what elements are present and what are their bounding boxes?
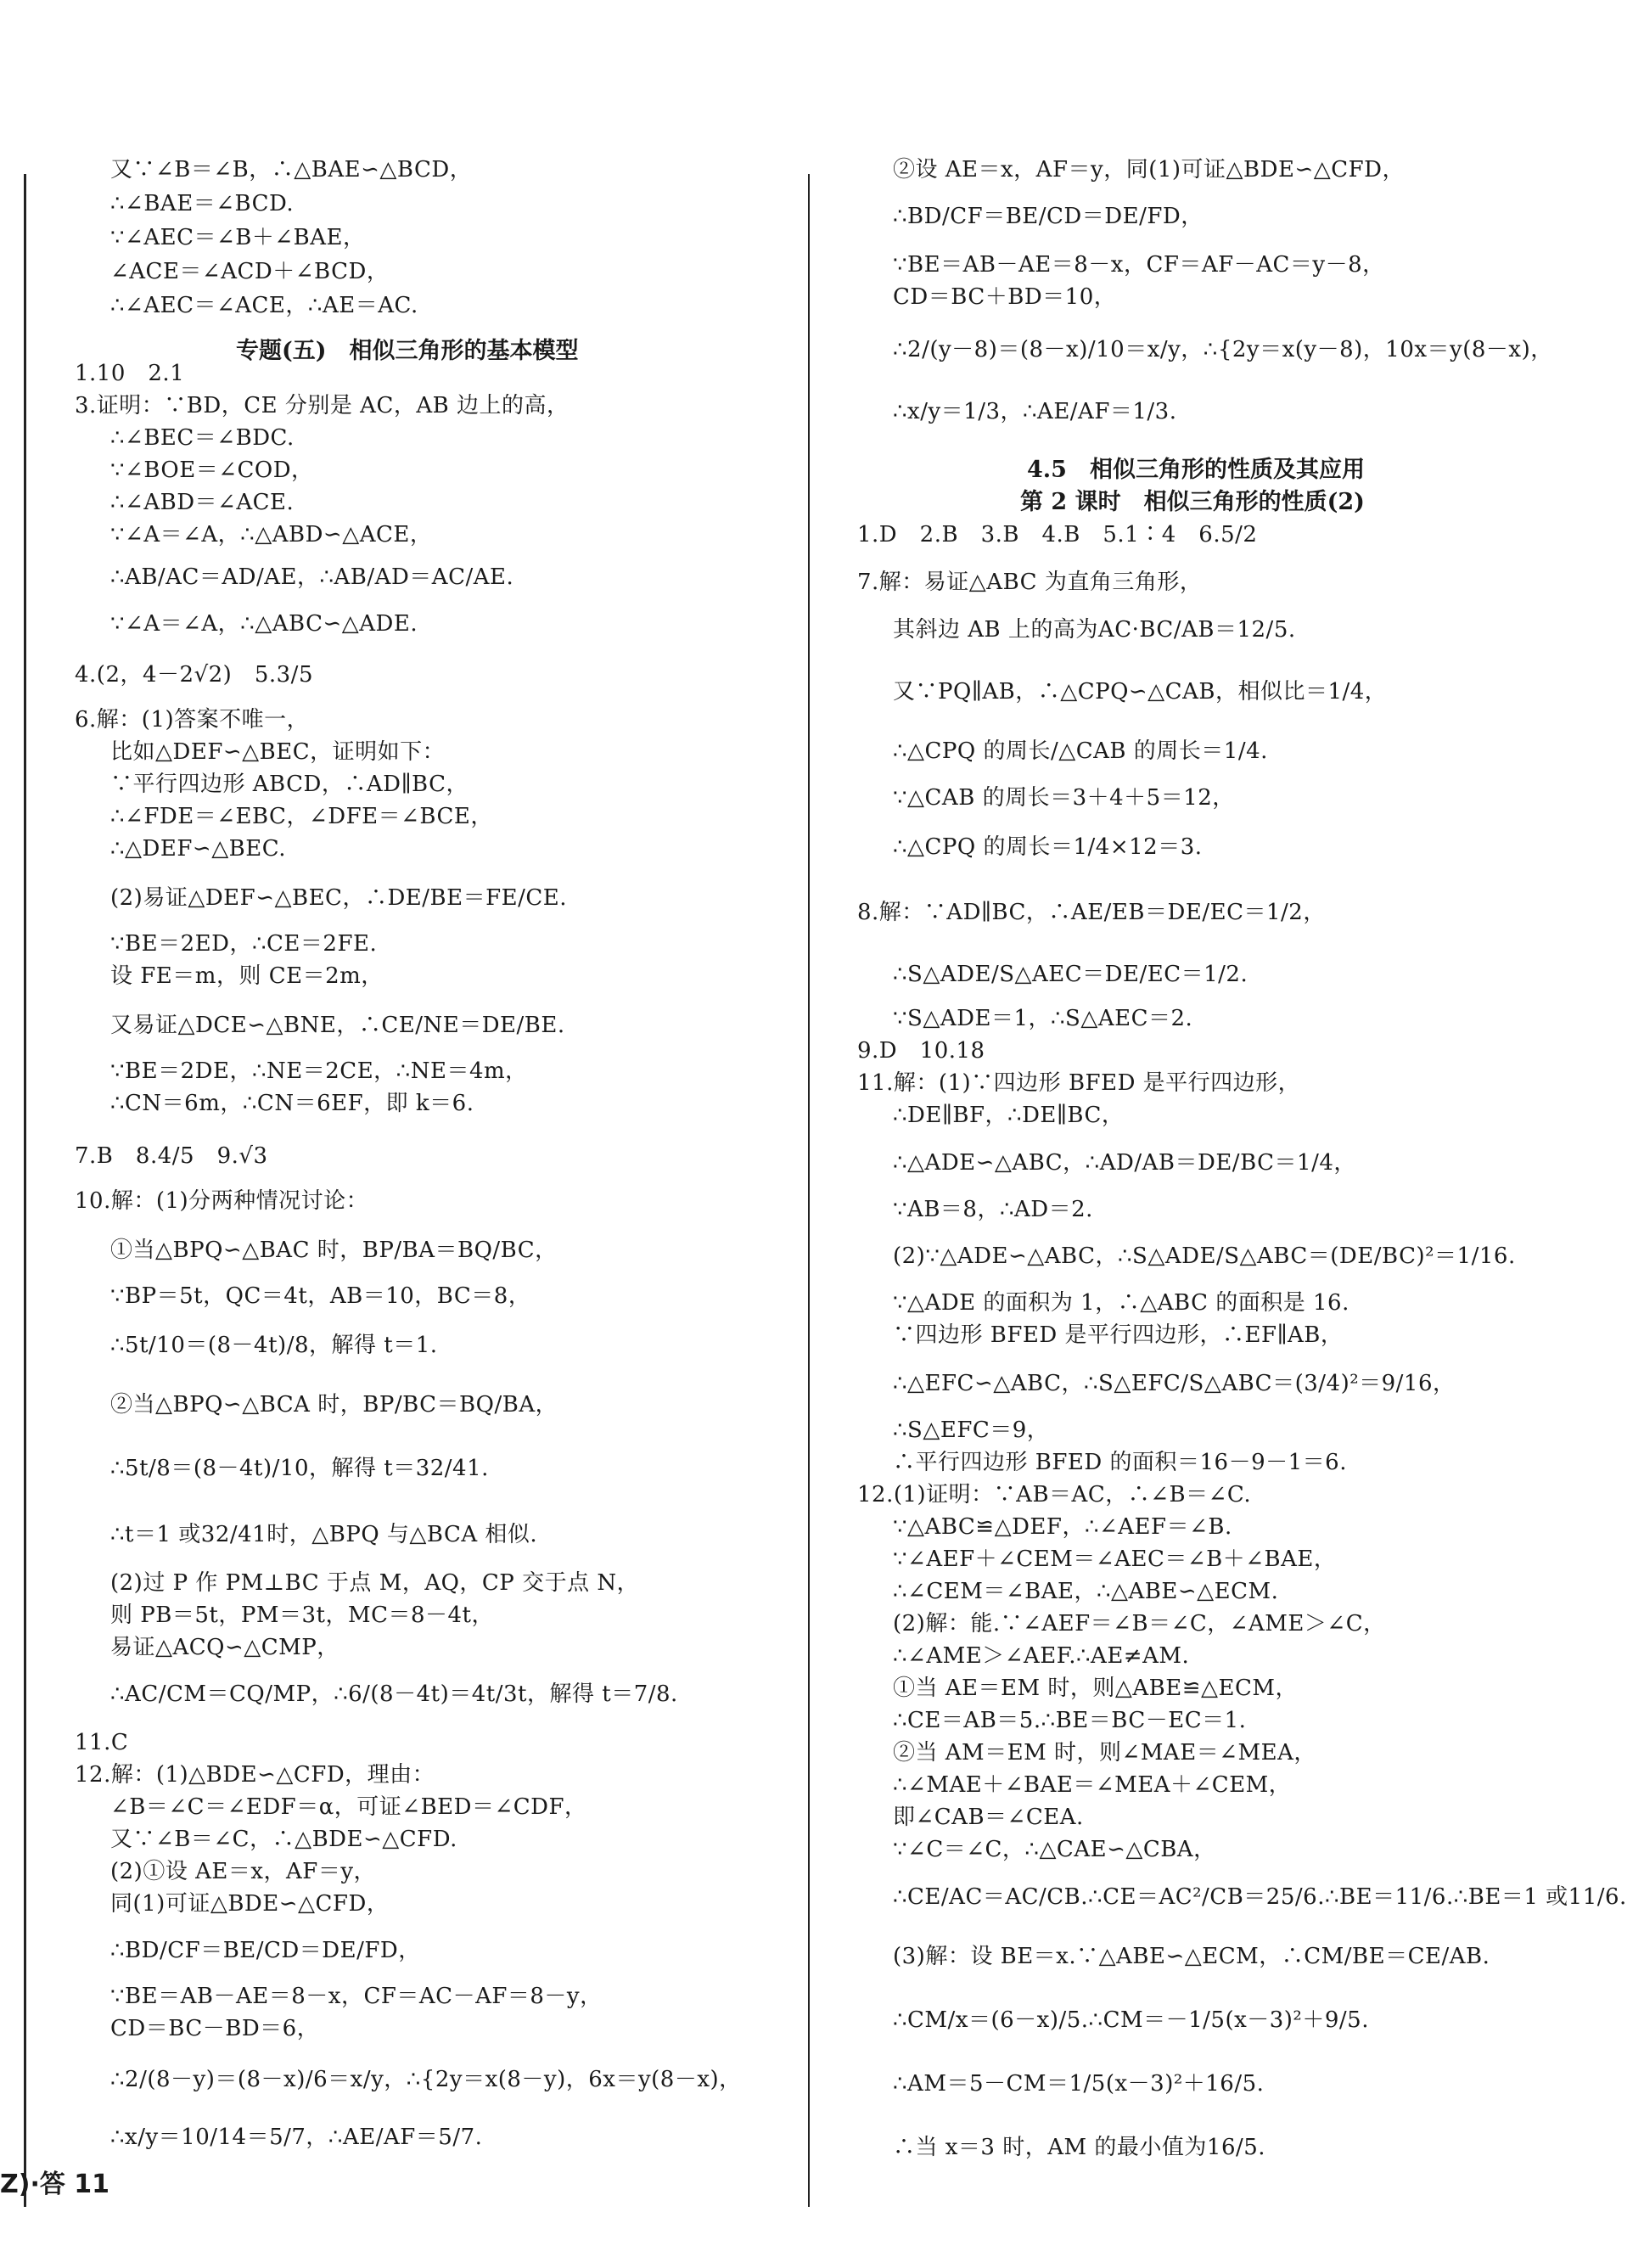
answer-line: ∴S△ADE/S△AEC＝DE/EC＝1/2.	[893, 962, 1248, 987]
answer-line: 比如△DEF∽△BEC，证明如下：	[110, 739, 446, 765]
answer-line: ∵BE＝2ED，∴CE＝2FE.	[110, 931, 378, 957]
page-footer: Z)·答 11	[0, 2170, 110, 2199]
section-heading: 专题(五) 相似三角形的基本模型	[236, 338, 579, 364]
answer-line: 7.解：易证△ABC 为直角三角形，	[857, 570, 1203, 595]
column-divider	[808, 174, 810, 2207]
answer-line: ∵∠AEF＋∠CEM＝∠AEC＝∠B＋∠BAE，	[893, 1547, 1337, 1572]
answer-line: 又∵PQ∥AB，∴△CPQ∽△CAB，相似比＝1/4，	[893, 679, 1388, 705]
answer-line: ∴5t/10＝(8－4t)/8，解得 t＝1.	[110, 1333, 438, 1358]
answer-line: 8.解：∵AD∥BC，∴AE/EB＝DE/EC＝1/2，	[857, 900, 1326, 925]
answer-line: ∴∠MAE＋∠BAE＝∠MEA＋∠CEM，	[893, 1772, 1292, 1798]
answer-line: (2)∵△ADE∽△ABC，∴S△ADE/S△ABC＝(DE/BC)²＝1/16.	[893, 1243, 1516, 1269]
answer-line: ∵∠A＝∠A，∴△ABC∽△ADE.	[110, 611, 418, 637]
answer-line: ∵∠A＝∠A，∴△ABD∽△ACE，	[110, 522, 433, 547]
answer-line: 10.解：(1)分两种情况讨论：	[75, 1188, 369, 1214]
answer-line: (2)①设 AE＝x，AF＝y，	[110, 1859, 377, 1884]
answer-line: ∴∠ABD＝∠ACE.	[110, 490, 295, 515]
answer-line: ∴AM＝5－CM＝1/5(x－3)²＋16/5.	[893, 2071, 1265, 2097]
answer-line: 设 FE＝m，则 CE＝2m，	[110, 963, 384, 989]
answer-line: ∵∠BOE＝∠COD，	[110, 458, 314, 483]
answer-line: ∴2/(8－y)＝(8－x)/6＝x/y，∴{2y＝x(8－y)，6x＝y(8－x)，	[110, 2067, 742, 2092]
answer-line: 4.(2，4－2√2) 5.3/5	[75, 662, 313, 688]
answer-line: ∴当 x＝3 时，AM 的最小值为16/5.	[893, 2135, 1266, 2160]
answer-line: ∴△ADE∽△ABC，∴AD/AB＝DE/BC＝1/4，	[893, 1150, 1356, 1176]
answer-line: ∵△ADE 的面积为 1，∴△ABC 的面积是 16.	[893, 1290, 1349, 1316]
answer-line: ∴2/(y－8)＝(8－x)/10＝x/y，∴{2y＝x(y－8)，10x＝y(8－x)，	[893, 337, 1553, 362]
answer-line: ∴AB/AC＝AD/AE，∴AB/AD＝AC/AE.	[110, 564, 514, 590]
answer-line: ∴DE∥BF，∴DE∥BC，	[893, 1103, 1125, 1128]
answer-line: ∵∠AEC＝∠B＋∠BAE，	[110, 225, 366, 250]
answer-line: ∴BD/CF＝BE/CD＝DE/FD，	[110, 1938, 421, 1963]
answer-line: 12.(1)证明：∵AB＝AC，∴∠B＝∠C.	[857, 1482, 1252, 1507]
left-margin-rule	[24, 174, 26, 2207]
answer-line: 又∵∠B＝∠C，∴△BDE∽△CFD.	[110, 1827, 457, 1852]
answer-line: ∵BE＝AB－AE＝8－x，CF＝AC－AF＝8－y，	[110, 1984, 603, 2009]
answer-line: (2)解：能.∵∠AEF＝∠B＝∠C，∠AME＞∠C，	[893, 1611, 1386, 1636]
answer-line: ∴∠AEC＝∠ACE，∴AE＝AC.	[110, 293, 418, 318]
answer-line: ①当△BPQ∽△BAC 时，BP/BA＝BQ/BC，	[110, 1238, 558, 1263]
answer-line: ∴∠AME＞∠AEF.∴AE≠AM.	[893, 1643, 1190, 1669]
answer-line: ∵BE＝AB－AE＝8－x，CF＝AF－AC＝y－8，	[893, 252, 1385, 278]
answer-line: ∴△CPQ 的周长＝1/4×12＝3.	[893, 834, 1203, 860]
answer-line: CD＝BC－BD＝6，	[110, 2016, 320, 2041]
answer-line: ∴△EFC∽△ABC，∴S△EFC/S△ABC＝(3/4)²＝9/16，	[893, 1371, 1456, 1396]
answer-line: ∴∠FDE＝∠EBC，∠DFE＝∠BCE，	[110, 804, 493, 829]
section-heading-lesson: 4.5 相似三角形的性质及其应用	[1027, 457, 1365, 483]
answer-line: 1.10 2.1	[75, 361, 185, 386]
answer-line: ∵∠C＝∠C，∴△CAE∽△CBA，	[893, 1837, 1216, 1862]
answer-line: ∠B＝∠C＝∠EDF＝α，可证∠BED＝∠CDF，	[110, 1794, 587, 1820]
answer-line: 9.D 10.18	[857, 1038, 985, 1064]
answer-line: ∴x/y＝10/14＝5/7，∴AE/AF＝5/7.	[110, 2125, 483, 2150]
answer-line: ①当 AE＝EM 时，则△ABE≌△ECM，	[893, 1676, 1299, 1701]
answer-line: ②当 AM＝EM 时，则∠MAE＝∠MEA，	[893, 1740, 1316, 1766]
answer-line: ∴△CPQ 的周长/△CAB 的周长＝1/4.	[893, 738, 1268, 764]
answer-line: ∴∠CEM＝∠BAE，∴△ABE∽△ECM.	[893, 1579, 1279, 1604]
answer-line: (2)过 P 作 PM⊥BC 于点 M，AQ，CP 交于点 N，	[110, 1570, 640, 1596]
answer-line: 11.C	[75, 1730, 129, 1755]
answer-line: ∴S△EFC＝9，	[893, 1418, 1050, 1443]
answer-line: ∴平行四边形 BFED 的面积＝16－9－1＝6.	[893, 1450, 1347, 1475]
answer-line: 同(1)可证△BDE∽△CFD，	[110, 1891, 390, 1917]
answer-line: 6.解：(1)答案不唯一，	[75, 707, 310, 733]
answer-line: 12.解：(1)△BDE∽△CFD，理由：	[75, 1762, 435, 1788]
answer-line: ∴CE/AC＝AC/CB.∴CE＝AC²/CB＝25/6.∴BE＝11/6.∴BE＝1 或11/6.	[893, 1884, 1627, 1910]
answer-line: ∴BD/CF＝BE/CD＝DE/FD，	[893, 204, 1204, 229]
answer-line: ∵AB＝8，∴AD＝2.	[893, 1197, 1093, 1222]
answer-line: 则 PB＝5t，PM＝3t，MC＝8－4t，	[110, 1603, 495, 1628]
answer-line: ∴t＝1 或32/41时，△BPQ 与△BCA 相似.	[110, 1522, 538, 1547]
answer-line: ∴5t/8＝(8－4t)/10，解得 t＝32/41.	[110, 1456, 489, 1481]
answer-line: ∵四边形 BFED 是平行四边形，∴EF∥AB，	[893, 1322, 1344, 1348]
answer-line: 11.解：(1)∵四边形 BFED 是平行四边形，	[857, 1070, 1301, 1096]
answer-line: ②当△BPQ∽△BCA 时，BP/BC＝BQ/BA，	[110, 1392, 558, 1418]
answer-line: ∴AC/CM＝CQ/MP，∴6/(8－4t)＝4t/3t，解得 t＝7/8.	[110, 1681, 678, 1707]
answer-line: 其斜边 AB 上的高为AC·BC/AB＝12/5.	[893, 617, 1296, 643]
answer-line: 又易证△DCE∽△BNE，∴CE/NE＝DE/BE.	[110, 1013, 565, 1038]
answer-line: CD＝BC＋BD＝10，	[893, 284, 1117, 310]
answer-line: ∴∠BAE＝∠BCD.	[110, 191, 295, 216]
answer-line: (2)易证△DEF∽△BEC，∴DE/BE＝FE/CE.	[110, 885, 568, 911]
answer-line: ∵平行四边形 ABCD，∴AD∥BC，	[110, 772, 469, 797]
answer-line: ∵△CAB 的周长＝3＋4＋5＝12，	[893, 785, 1235, 811]
answer-line: ∴CM/x＝(6－x)/5.∴CM＝－1/5(x－3)²＋9/5.	[893, 2007, 1369, 2033]
answer-line: ∵BE＝2DE，∴NE＝2CE，∴NE＝4m，	[110, 1058, 528, 1084]
answer-line: ∴△DEF∽△BEC.	[110, 836, 286, 862]
answer-line: ∴∠BEC＝∠BDC.	[110, 425, 295, 451]
answer-line: 7.B 8.4/5 9.√3	[75, 1143, 268, 1169]
answer-line: ∵S△ADE＝1，∴S△AEC＝2.	[893, 1006, 1193, 1031]
answer-line: 即∠CAB＝∠CEA.	[893, 1805, 1084, 1830]
answer-line: 易证△ACQ∽△CMP，	[110, 1635, 339, 1660]
answer-line: ②设 AE＝x，AF＝y，同(1)可证△BDE∽△CFD，	[893, 157, 1406, 182]
answer-line: ∴CE＝AB＝5.∴BE＝BC－EC＝1.	[893, 1708, 1247, 1733]
answer-line: 1.D 2.B 3.B 4.B 5.1∶4 6.5/2	[857, 522, 1258, 547]
answer-line: ∠ACE＝∠ACD＋∠BCD，	[110, 259, 390, 284]
answer-line: 又∵∠B＝∠B，∴△BAE∽△BCD，	[110, 157, 473, 182]
answer-line: ∵BP＝5t，QC＝4t，AB＝10，BC＝8，	[110, 1283, 531, 1309]
answer-line: 3.证明：∵BD，CE 分别是 AC，AB 边上的高，	[75, 393, 570, 418]
answer-line: ∵△ABC≌△DEF，∴∠AEF＝∠B.	[893, 1514, 1232, 1540]
section-heading-period: 第 2 课时 相似三角形的性质(2)	[1020, 489, 1365, 515]
answer-line: (3)解：设 BE＝x.∵△ABE∽△ECM，∴CM/BE＝CE/AB.	[893, 1944, 1490, 1969]
answer-line: ∴x/y＝1/3，∴AE/AF＝1/3.	[893, 399, 1177, 424]
answer-line: ∴CN＝6m，∴CN＝6EF，即 k＝6.	[110, 1091, 474, 1116]
